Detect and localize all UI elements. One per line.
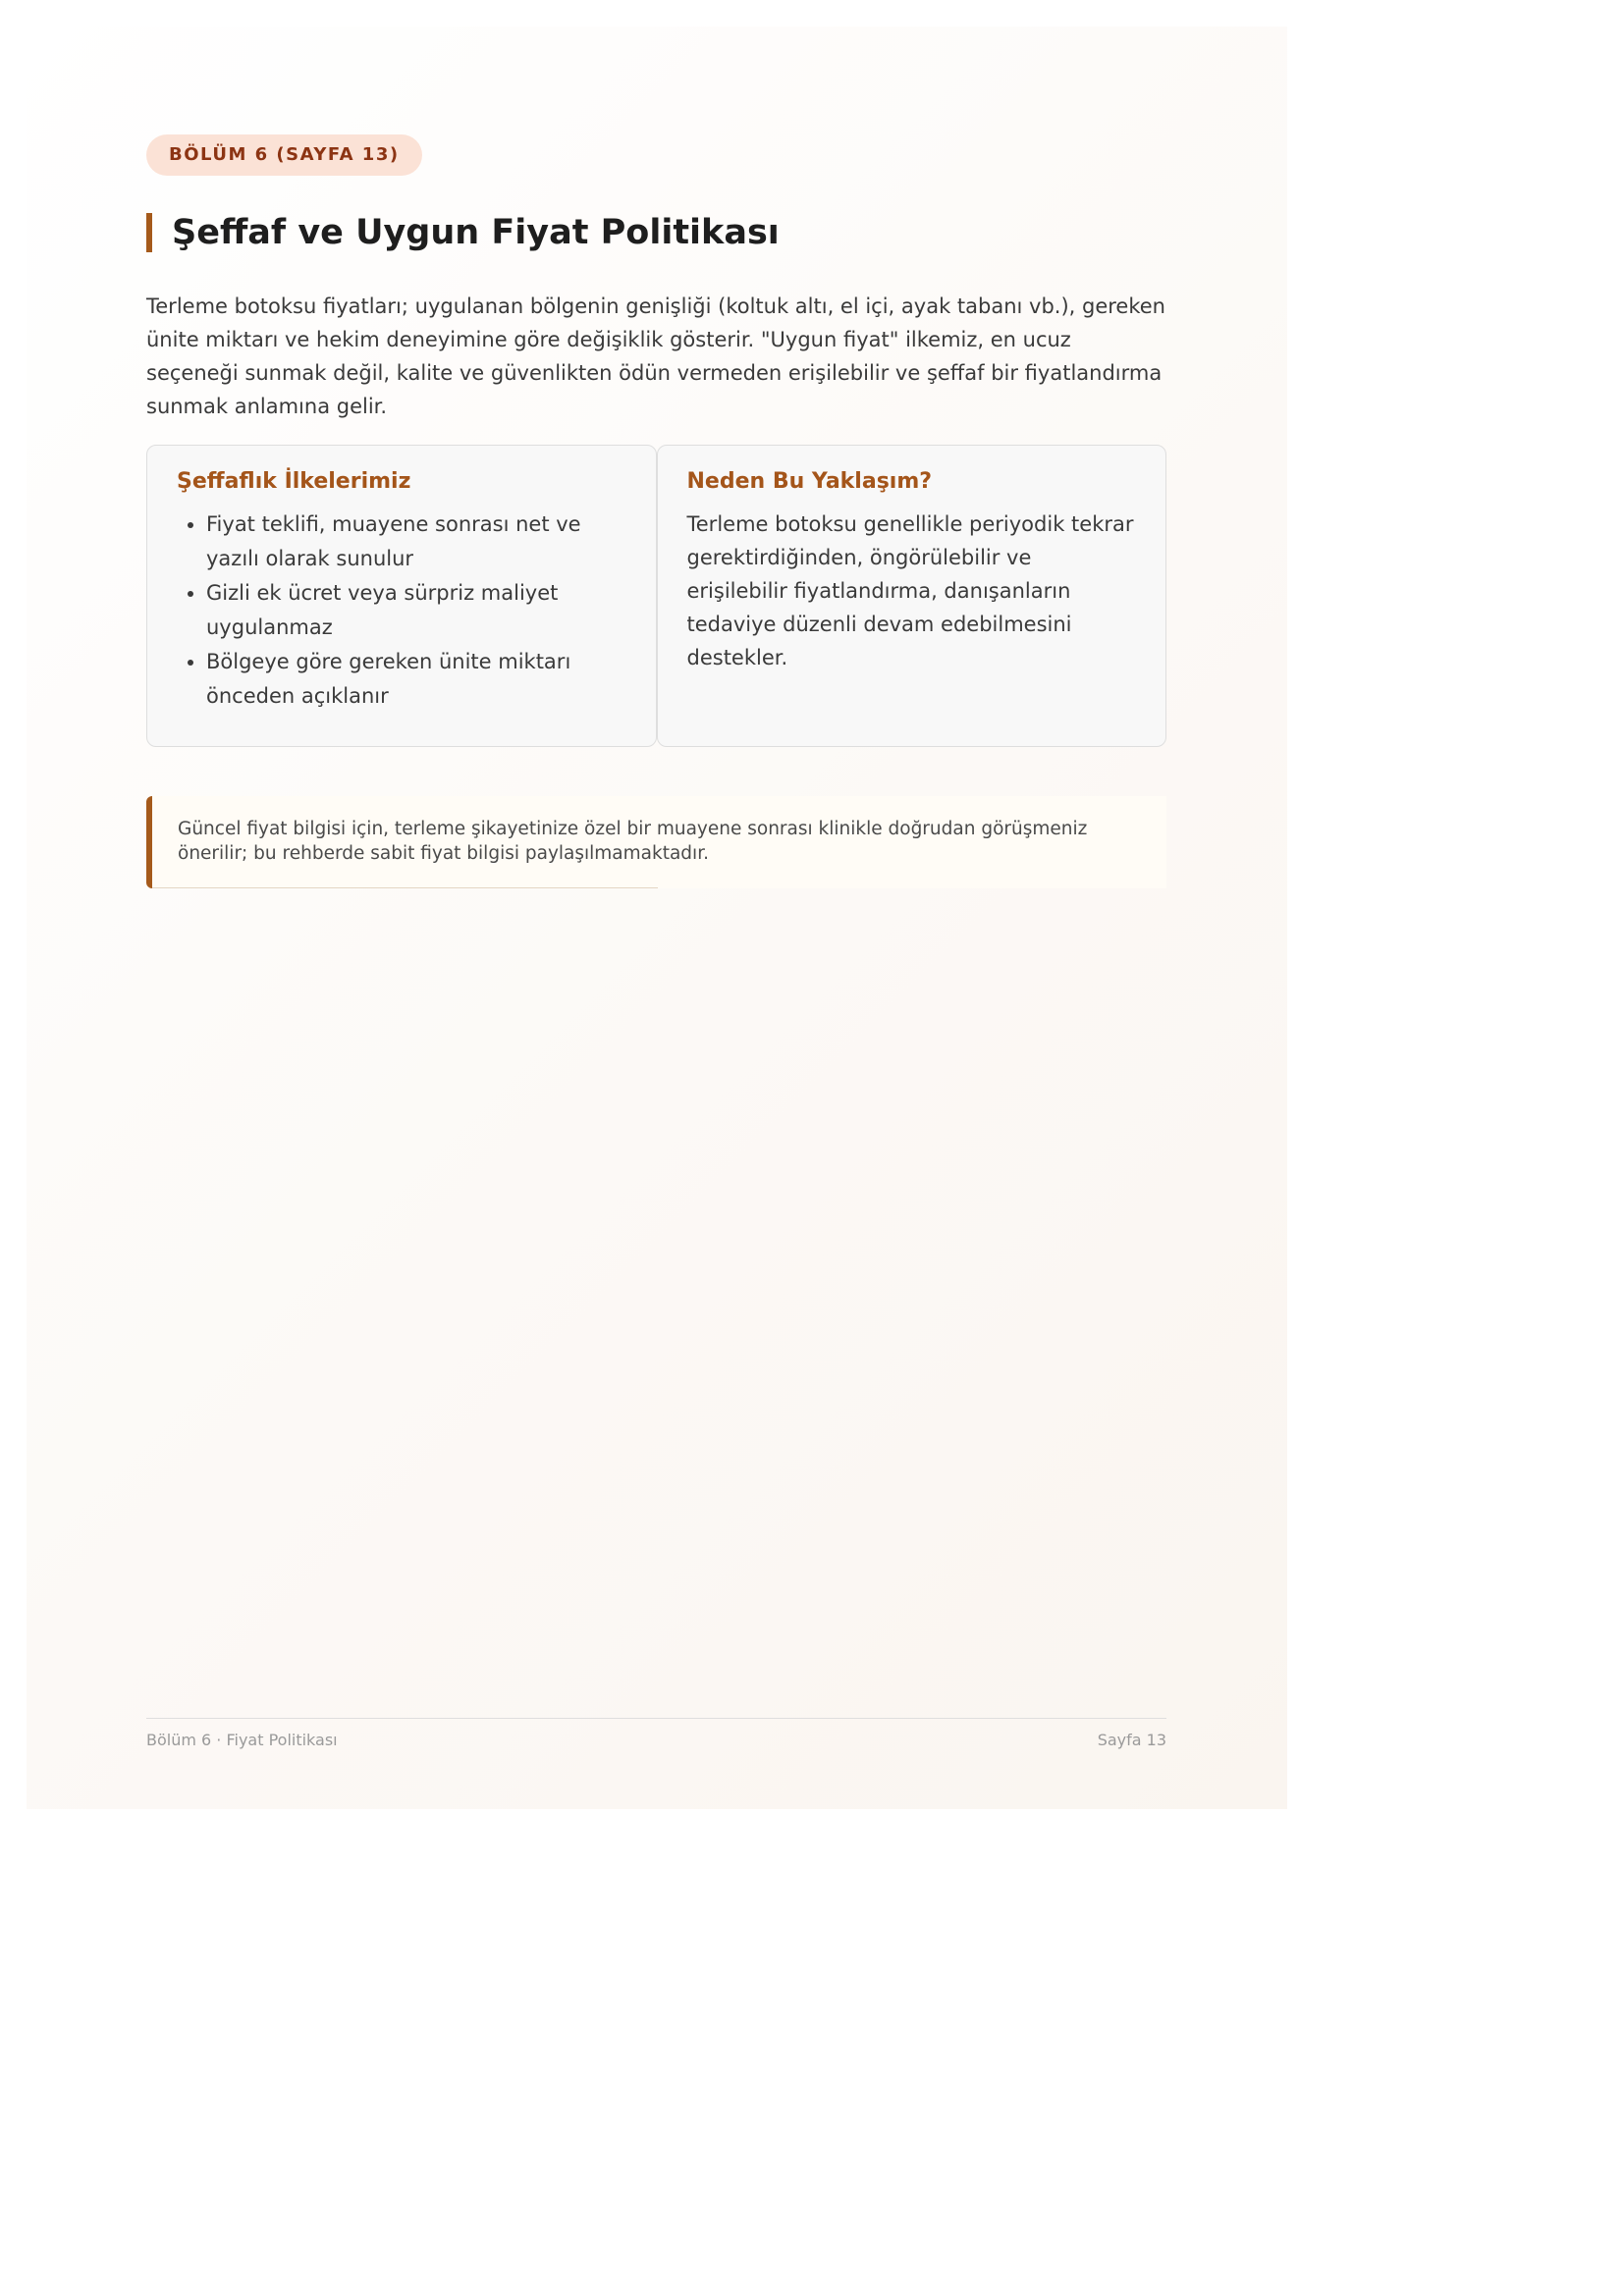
price-notice-text: Güncel fiyat bilgisi için, terleme şikayetinize özel bir muayene sonrası klinikle doğrudan görüşmeniz önerilir; bu rehberde sabit fiyat bilgisi paylaşılmamaktadır. bbox=[178, 819, 1088, 864]
list-item: • Fiyat teklifi, muayene sonrası net ve yazılı olarak sunulur bbox=[206, 507, 626, 576]
page-content bbox=[146, 134, 1166, 888]
page-title: Şeffaf ve Uygun Fiyat Politikası bbox=[172, 213, 780, 252]
notice-divider bbox=[152, 887, 658, 888]
why-card bbox=[657, 445, 1167, 747]
footer-section-label: Bölüm 6 · Fiyat Politikası bbox=[146, 1731, 338, 1749]
chapter-badge: BÖLÜM 6 (SAYFA 13) bbox=[146, 134, 422, 176]
list-item: • Gizli ek ücret veya sürpriz maliyet uygulanmaz bbox=[206, 576, 626, 645]
title-accent-bar bbox=[146, 213, 152, 252]
footer-page-number: Sayfa 13 bbox=[1097, 1731, 1166, 1749]
page-footer bbox=[146, 1718, 1166, 1749]
why-card-text: Terleme botoksu genellikle periyodik tekrar gerektirdiğinden, öngörülebilir ve erişilebilir fiyatlandırma, danışanların tedaviye düzenli devam edebilmesini destekler. bbox=[686, 512, 1134, 669]
page-title-block bbox=[146, 213, 1166, 252]
principles-card bbox=[146, 445, 657, 747]
principles-card-title: Şeffaflık İlkelerimiz bbox=[177, 469, 411, 494]
info-cards bbox=[146, 445, 1166, 747]
list-item: • Bölgeye göre gereken ünite miktarı önceden açıklanır bbox=[206, 645, 626, 714]
why-card-title: Neden Bu Yaklaşım? bbox=[686, 469, 933, 494]
price-notice bbox=[146, 796, 1166, 888]
document-page bbox=[27, 27, 1287, 1809]
principles-list bbox=[177, 507, 626, 714]
intro-paragraph: Terleme botoksu fiyatları; uygulanan bölgenin genişliği (koltuk altı, el içi, ayak tabanı vb.), gereken ünite miktarı ve hekim deneyimine göre değişiklik gösterir. "Uygun fiyat" ilkemiz, en ucuz seçeneği sunmak değil, kalite ve güvenlikten ödün vermeden erişilebilir ve şeffaf bir fiyatlandırma sunmak anlamına gelir. bbox=[146, 294, 1165, 418]
